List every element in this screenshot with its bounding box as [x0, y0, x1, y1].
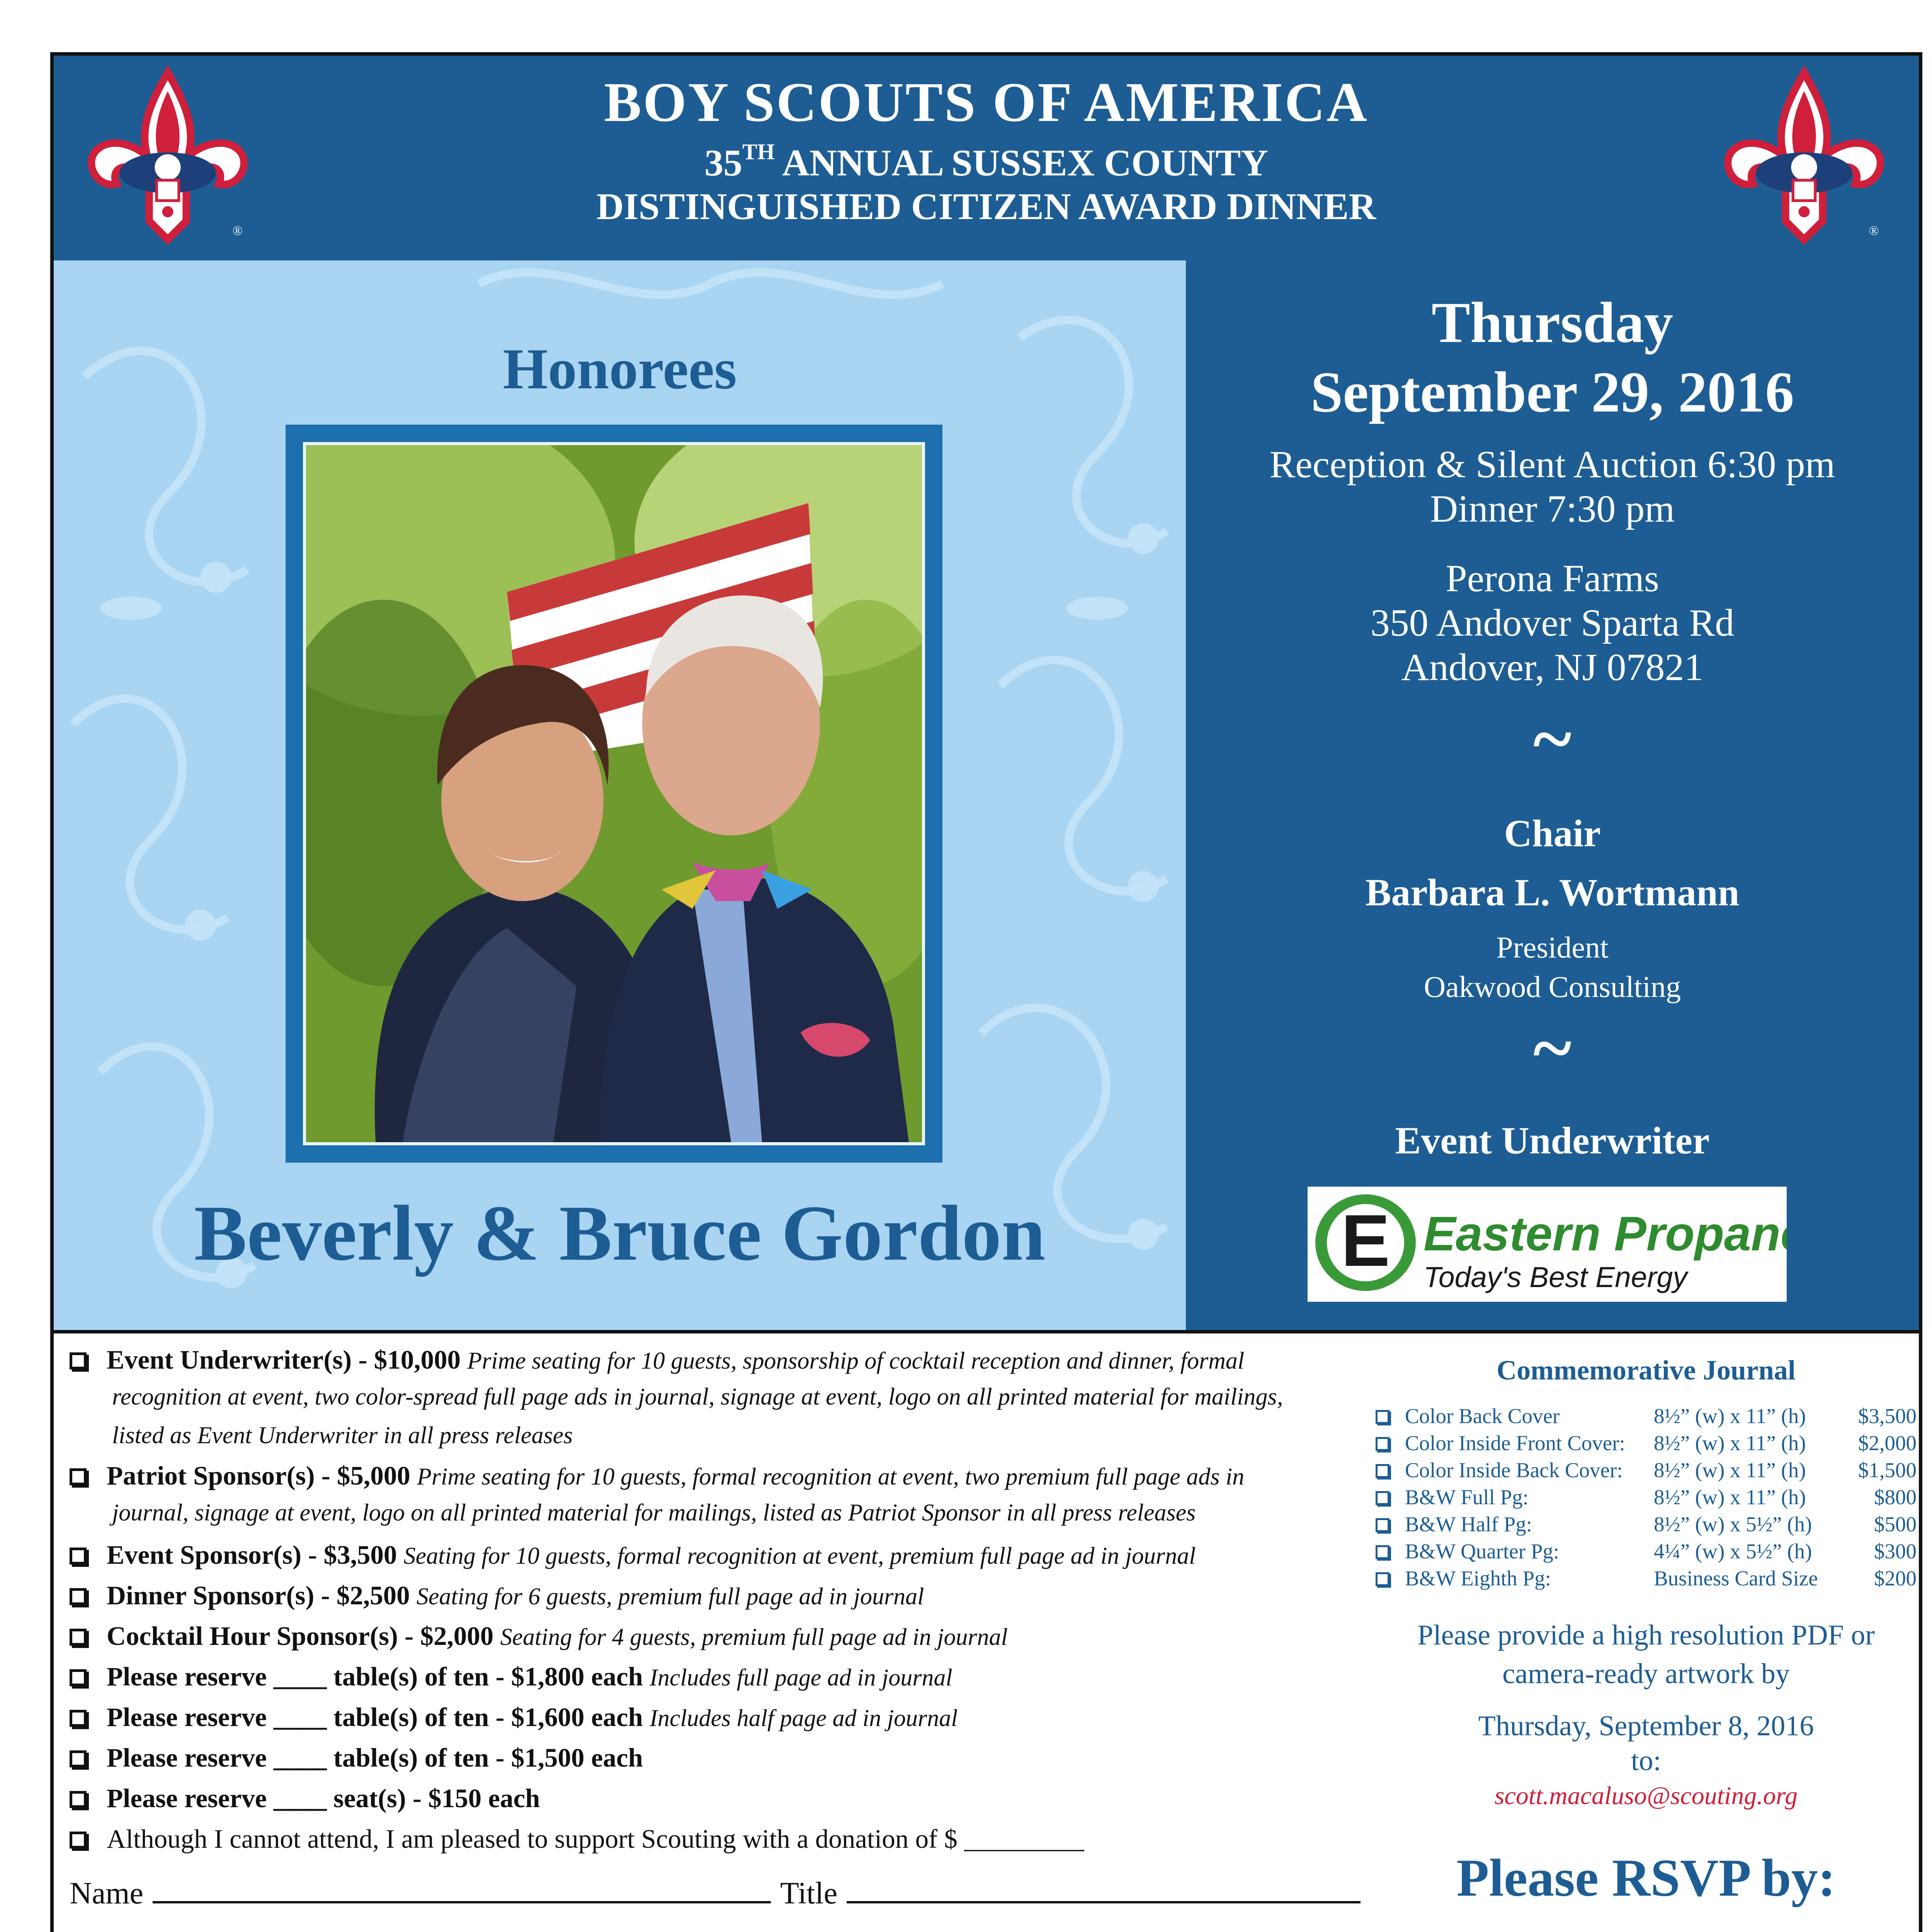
option-event-underwriter-desc: recognition at event, two color-spread full page ads in journal, signage at event, logo on all printed material for mailings,: [112, 1384, 1283, 1410]
journal-to: to:: [1631, 1745, 1662, 1777]
dinner-time: Dinner 7:30 pm: [1430, 487, 1675, 530]
venue-street: 350 Andover Sparta Rd: [1370, 601, 1735, 644]
journal-deadline: Thursday, September 8, 2016: [1478, 1710, 1814, 1742]
annual-suffix: TH: [742, 139, 775, 164]
option-event-underwriter[interactable]: Event Underwriter(s) - $10,000 Prime seating for 10 guests, sponsorship of cocktail reception and dinner, formal: [70, 1345, 1244, 1375]
checkbox-icon[interactable]: [70, 1352, 87, 1369]
honorees-title: Honorees: [503, 337, 737, 401]
checkbox-icon[interactable]: [1376, 1545, 1389, 1559]
option-donation[interactable]: Although I cannot attend, I am pleased to support Scouting with a donation of $ _________: [70, 1824, 1084, 1854]
chair-title: President: [1496, 930, 1609, 964]
checkbox-icon[interactable]: [70, 1750, 87, 1767]
separator-tilde: ~: [1533, 699, 1571, 780]
checkbox-icon[interactable]: [1376, 1572, 1389, 1586]
logo-name: Eastern Propane: [1423, 1207, 1787, 1261]
option-cocktail-hour-sponsor[interactable]: Cocktail Hour Sponsor(s) - $2,000 Seating for 4 guests, premium full page ad in journal: [70, 1621, 1008, 1651]
separator-tilde: ~: [1533, 1008, 1571, 1089]
checkbox-icon[interactable]: [70, 1791, 87, 1808]
section-divider: [54, 1330, 1919, 1333]
event-title: DISTINGUISHED CITIZEN AWARD DINNER: [596, 186, 1376, 228]
journal-email-link[interactable]: scott.macaluso@scouting.org: [1494, 1782, 1798, 1810]
underwriter-label: Event Underwriter: [1395, 1119, 1710, 1162]
option-event-sponsor[interactable]: Event Sponsor(s) - $3,500 Seating for 10 guests, formal recognition at event, premium full page ad in journal: [70, 1540, 1196, 1570]
checkbox-icon[interactable]: [70, 1548, 87, 1565]
option-patriot-sponsor[interactable]: Patriot Sponsor(s) - $5,000 Prime seating for 10 guests, formal recognition at event, two premium full page ads in: [70, 1461, 1244, 1491]
option-patriot-sponsor-desc: journal, signage at event, logo on all printed material for mailings, listed as Patriot Sponsor in all press releases: [112, 1500, 1196, 1526]
venue-name: Perona Farms: [1446, 557, 1659, 600]
rsvp-title: Please RSVP by:: [1456, 1848, 1836, 1907]
option-event-underwriter-desc: listed as Event Underwriter in all press releases: [112, 1422, 573, 1449]
checkbox-icon[interactable]: [1376, 1491, 1389, 1505]
title-input[interactable]: [847, 1878, 1361, 1903]
checkbox-icon[interactable]: [1376, 1410, 1389, 1424]
option-seat-150[interactable]: Please reserve ____ seat(s) - $150 each: [70, 1783, 540, 1814]
checkbox-icon[interactable]: [70, 1710, 87, 1727]
checkbox-icon[interactable]: [1376, 1464, 1389, 1478]
event-day: Thursday: [1431, 291, 1673, 355]
name-title-row: Name Title: [70, 1876, 1370, 1911]
annual-title: [54, 139, 1919, 185]
chair-label: Chair: [1504, 812, 1601, 855]
checkbox-icon[interactable]: [1376, 1518, 1389, 1532]
checkbox-icon[interactable]: [70, 1629, 87, 1646]
checkbox-icon[interactable]: [70, 1468, 87, 1485]
header-banner: [54, 56, 1919, 260]
logo-letter: E: [1341, 1200, 1390, 1282]
journal-artwork-note: Please provide a high resolution PDF or: [1417, 1619, 1875, 1651]
option-table-1500[interactable]: Please reserve ____ table(s) of ten - $1,500 each: [70, 1743, 643, 1773]
journal-title: Commemorative Journal: [1497, 1355, 1796, 1386]
option-dinner-sponsor[interactable]: Dinner Sponsor(s) - $2,500 Seating for 6 guests, premium full page ad in journal: [70, 1580, 924, 1611]
option-table-1600[interactable]: Please reserve ____ table(s) of ten - $1,600 each Includes half page ad in journal: [70, 1702, 957, 1733]
honorees-photo-frame: [286, 425, 942, 1163]
checkbox-icon[interactable]: [70, 1669, 87, 1686]
checkbox-icon[interactable]: [1376, 1437, 1389, 1451]
option-table-1800[interactable]: Please reserve ____ table(s) of ten - $1,800 each Includes full page ad in journal: [70, 1662, 952, 1692]
venue-city: Andover, NJ 07821: [1401, 646, 1704, 689]
chair-name: Barbara L. Wortmann: [1365, 871, 1740, 914]
annual-number: 35: [704, 142, 743, 184]
checkbox-icon[interactable]: [70, 1832, 87, 1849]
registered-mark: ®: [1869, 224, 1879, 238]
journal-artwork-note: camera-ready artwork by: [1502, 1658, 1790, 1690]
honorees-panel: [54, 260, 1186, 1333]
eastern-propane-logo: [1308, 1187, 1787, 1302]
checkbox-icon[interactable]: [70, 1588, 87, 1605]
name-input[interactable]: [153, 1878, 771, 1903]
registered-mark: ®: [233, 224, 243, 238]
logo-tagline: Today's Best Energy: [1423, 1261, 1687, 1293]
honorees-names: Beverly & Bruce Gordon: [194, 1189, 1046, 1277]
chair-company: Oakwood Consulting: [1423, 970, 1681, 1003]
annual-rest: ANNUAL SUSSEX COUNTY: [774, 142, 1268, 184]
event-date: September 29, 2016: [1310, 360, 1794, 424]
honorees-photo-image: [306, 445, 922, 1142]
org-title: BOY SCOUTS OF AMERICA: [604, 71, 1369, 133]
reception-time: Reception & Silent Auction 6:30 pm: [1269, 443, 1835, 486]
eastern-propane-logo-art: [1308, 1187, 1787, 1302]
honorees-photo: [303, 442, 925, 1145]
event-info-panel: [1186, 260, 1919, 1333]
